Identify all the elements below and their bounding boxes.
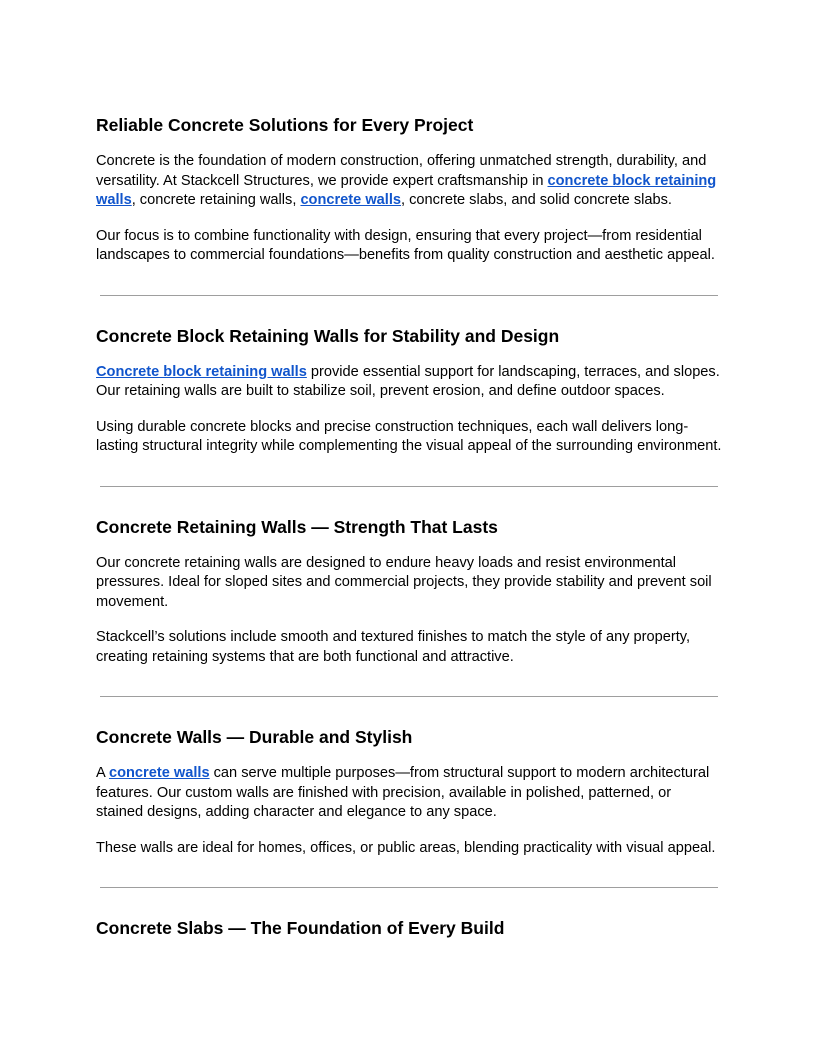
concrete-block-retaining-walls-link[interactable]: concrete block retaining walls <box>96 172 717 208</box>
paragraph-text: can serve multiple purposes—from structural support to modern architectural features. Our custom walls are finished with precision, available in polished, patterned, or stained designs, adding character and elegance to any space. <box>96 765 710 820</box>
paragraph: Using durable concrete blocks and precise construction techniques, each wall delivers long-lasting structural integrity while complementing the visual appeal of the surrounding environment. <box>96 418 722 454</box>
section-heading: Concrete Retaining Walls — Strength That Lasts <box>96 516 498 537</box>
concrete-block-retaining-walls-link[interactable]: Concrete block retaining walls <box>96 363 307 380</box>
horizontal-rule <box>100 696 718 697</box>
section-heading: Concrete Slabs — The Foundation of Every Build <box>96 918 505 938</box>
horizontal-rule <box>100 486 718 487</box>
paragraph <box>96 152 722 211</box>
paragraph: Our concrete retaining walls are designed to endure heavy loads and resist environmental pressures. Ideal for sloped sites and commercial projects, they provide stability and prevent soil movement. <box>96 554 712 610</box>
horizontal-rule <box>100 295 718 296</box>
divider <box>96 266 722 325</box>
concrete-walls-link[interactable]: concrete walls <box>300 192 402 208</box>
paragraph <box>96 764 722 823</box>
divider <box>96 667 722 726</box>
concrete-walls-link[interactable]: concrete walls <box>108 765 210 781</box>
paragraph-text: , concrete retaining walls, <box>131 192 301 208</box>
section-heading: Reliable Concrete Solutions for Every Project <box>96 115 474 135</box>
document-page <box>96 114 722 939</box>
section-retaining-walls <box>96 516 722 668</box>
section-reliable-concrete <box>96 114 722 266</box>
paragraph-text: Concrete is the foundation of modern construction, offering unmatched strength, durability, and versatility. At Stackcell Structures, we provide expert craftsmanship in <box>96 153 707 189</box>
horizontal-rule <box>100 887 718 888</box>
section-concrete-slabs <box>96 917 722 939</box>
divider <box>96 457 722 516</box>
section-block-retaining-walls <box>96 325 722 457</box>
paragraph-text: provide essential support for landscaping, terraces, and slopes. Our retaining walls are built to stabilize soil, prevent erosion, and define outdoor spaces. <box>96 363 720 399</box>
paragraph: Our focus is to combine functionality with design, ensuring that every project—from residential landscapes to commercial foundations—benefits from quality construction and aesthetic appeal. <box>96 227 715 263</box>
divider <box>96 858 722 917</box>
section-heading: Concrete Block Retaining Walls for Stability and Design <box>96 325 560 346</box>
paragraph <box>96 363 722 402</box>
paragraph-text: , concrete slabs, and solid concrete slabs. <box>401 192 672 208</box>
section-concrete-walls <box>96 726 722 858</box>
paragraph-text: A <box>96 765 109 781</box>
paragraph: Stackcell’s solutions include smooth and textured finishes to match the style of any property, creating retaining systems that are both functional and attractive. <box>96 629 691 665</box>
paragraph: These walls are ideal for homes, offices, or public areas, blending practicality with visual appeal. <box>96 839 716 856</box>
section-heading: Concrete Walls — Durable and Stylish <box>96 727 413 747</box>
